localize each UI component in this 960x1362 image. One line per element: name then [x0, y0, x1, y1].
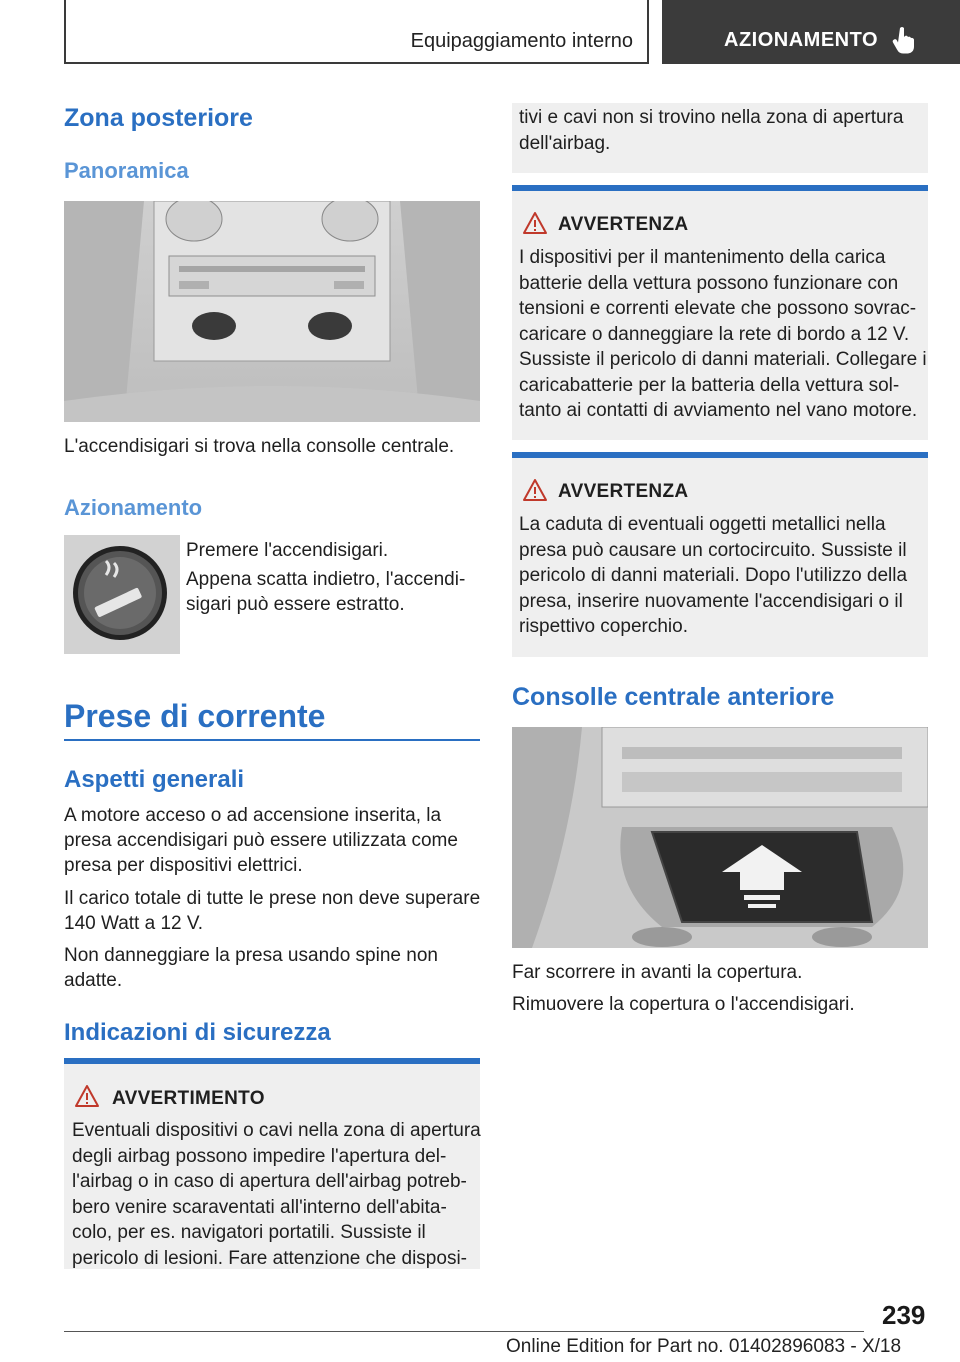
- warning-box-continued: [512, 103, 928, 173]
- aspetti-paragraph-2: Il carico totale di tutte le prese non deve superare 140 Watt a 12 V.: [64, 888, 481, 934]
- cigarette-lighter-icon: [64, 535, 180, 654]
- warning-triangle-icon: [522, 211, 548, 235]
- azionamento-step-2: Appena scatta indietro, l'accendi-sigari può essere estratto.: [186, 569, 466, 615]
- heading-zona-posteriore: Zona posteriore: [64, 104, 253, 132]
- caption-photo-rear-console: L'accendisigari si trova nella consolle centrale.: [64, 436, 455, 457]
- warning-title: AVVERTENZA: [558, 481, 689, 502]
- warning-text-continued: tivi e cavi non si trovino nella zona di apertura dell'airbag.: [519, 107, 904, 154]
- warning-box-avvertimento: [64, 1058, 480, 1269]
- warning-title: AVVERTENZA: [558, 214, 689, 235]
- hand-pointer-icon: [892, 26, 916, 54]
- rear-console-photo: [64, 201, 480, 422]
- azionamento-step-1: Premere l'accendisigari.: [186, 540, 389, 561]
- page-number: 239: [882, 1300, 926, 1330]
- warning-text: La caduta di eventuali oggetti metallici nella presa può causare un cortocircuito. Sussiste il pericolo di danni materiali. Dopo l'utilizzo della presa, inserire nuovamente l'accendisigari o il rispettivo coperchio.: [519, 514, 908, 637]
- footer-rule: [64, 1331, 864, 1332]
- warning-text: I dispositivi per il mantenimento della carica batterie della vettura possono funzionare con tensioni e correnti elevate che possono sovrac-caricare o danneggiare la rete di bordo a 12 V. Sussiste il pericolo di danni materiali. Collegare i caricabatterie per la batteria della vettura sol-tanto ai contatti di avviamento nel vano motore.: [519, 247, 927, 421]
- heading-aspetti-generali: Aspetti generali: [64, 766, 245, 793]
- warning-box-bar: [512, 452, 928, 458]
- warning-triangle-icon: [522, 478, 548, 502]
- heading-indicazioni-sicurezza: Indicazioni di sicurezza: [64, 1019, 331, 1046]
- footer-edition: Online Edition for Part no. 01402896083 - X/18: [506, 1336, 902, 1357]
- caption-front-console-2: Rimuovere la copertura o l'accendisigari.: [512, 994, 855, 1015]
- header-section-tab: [64, 0, 649, 64]
- heading-consolle-anteriore: Consolle centrale anteriore: [512, 683, 835, 711]
- heading-azionamento: Azionamento: [64, 495, 203, 520]
- caption-front-console-1: Far scorrere in avanti la copertura.: [512, 962, 803, 983]
- header-section-title: Equipaggiamento interno: [410, 30, 633, 52]
- front-console-illustration: [512, 727, 928, 948]
- rear-console-illustration: [64, 201, 480, 422]
- cigarette-lighter-button-photo: [64, 535, 180, 654]
- warning-text: Eventuali dispositivi o cavi nella zona di apertura degli airbag possono impedire l'apertura del-l'airbag o in caso di apertura dell'airbag potreb-bero venire scaraventati all'interno dell'abita-colo, per es. navigatori portatili. Sussiste il pericolo di lesioni. Fare attenzione che disposi-: [72, 1120, 481, 1269]
- header-chapter-tab: [662, 0, 960, 64]
- warning-title: AVVERTIMENTO: [112, 1088, 265, 1109]
- warning-triangle-icon: [74, 1084, 100, 1108]
- warning-box-avvertenza-1: [512, 185, 928, 440]
- aspetti-paragraph-3: Non danneggiare la presa usando spine non adatte.: [64, 945, 438, 991]
- heading-panoramica: Panoramica: [64, 158, 189, 183]
- warning-box-bar: [512, 185, 928, 191]
- section-rule: [64, 739, 480, 741]
- front-console-photo: [512, 727, 928, 948]
- header-chapter-title: AZIONAMENTO: [724, 29, 879, 51]
- warning-box-avvertenza-2: [512, 452, 928, 657]
- aspetti-paragraph-1: A motore acceso o ad accensione inserita, la presa accendisigari può essere utilizzata come presa per dispositivi elettrici.: [64, 805, 458, 876]
- heading-prese-di-corrente: Prese di corrente: [64, 698, 326, 734]
- warning-box-bar: [64, 1058, 480, 1064]
